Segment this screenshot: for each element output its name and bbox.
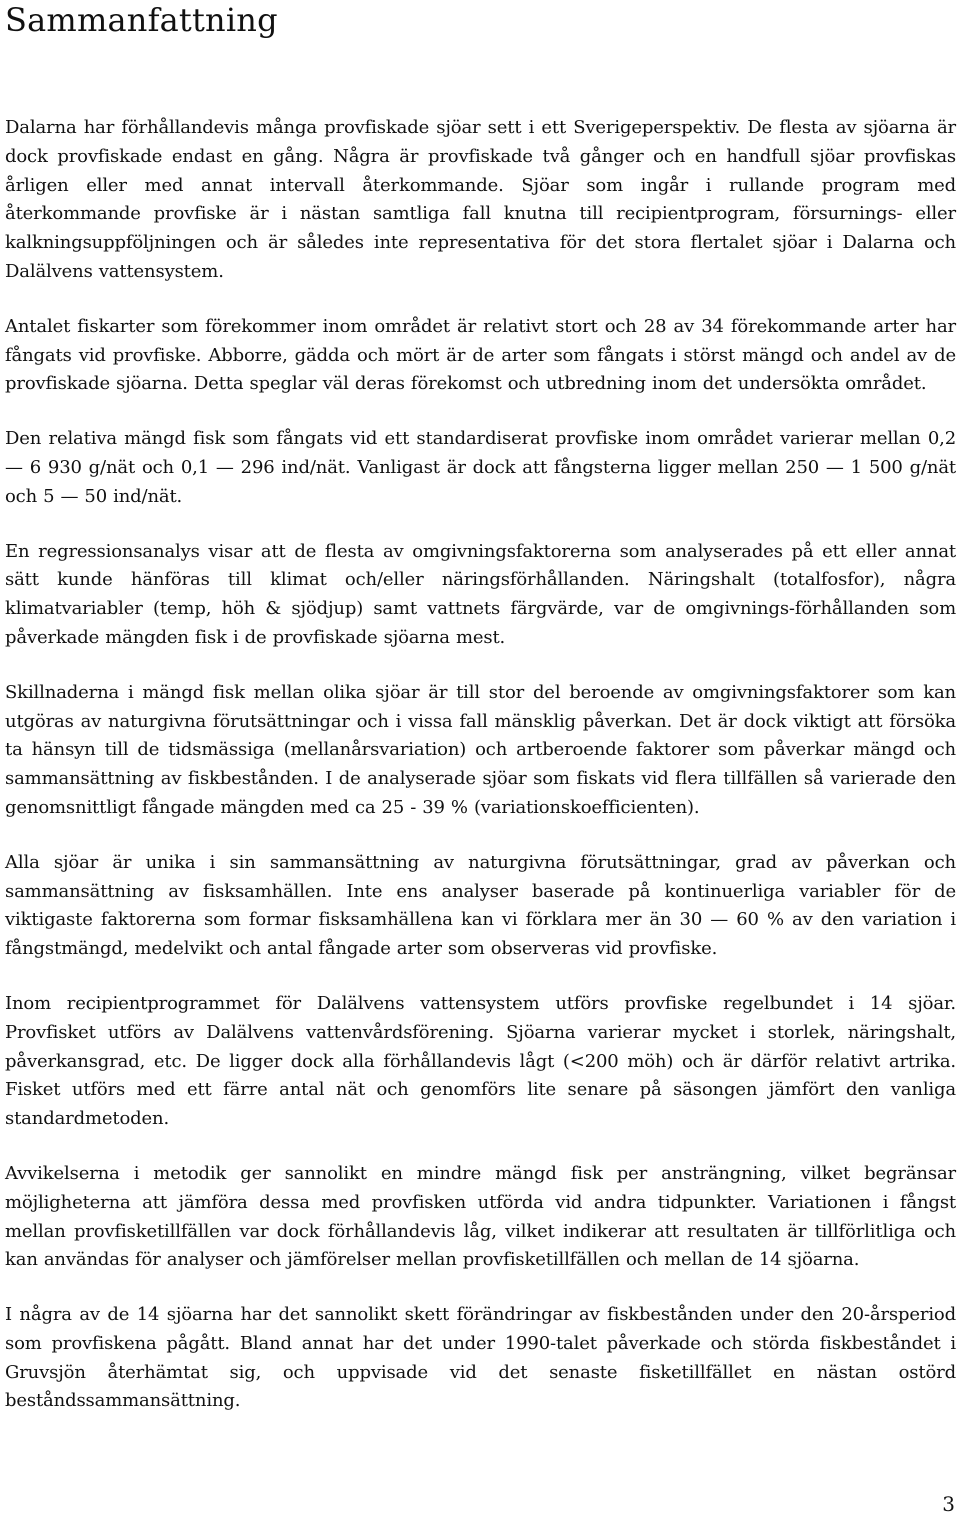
page-title: Sammanfattning xyxy=(5,1,278,39)
paragraph-1: Dalarna har förhållandevis många provfiskade sjöar sett i ett Sverigeperspektiv. De flesta av sjöarna är dock provfiskade endast en gång. Några är provfiskade två gånger och en handfull sjöar provfiskas årligen eller med annat intervall återkommande. Sjöar som ingår i rullande program med återkommande provfiske är i nästan samtliga fall knutna till recipientprogram, försurnings- eller kalkningsuppföljningen och är således inte representativa för det stora flertalet sjöar i Dalarna och Dalälvens vattensystem. xyxy=(5,117,956,282)
page-number: 3 xyxy=(942,1492,955,1516)
paragraph-4: En regressionsanalys visar att de flesta av omgivningsfaktorerna som analyserades på ett eller annat sätt kunde hänföras till klimat och/eller näringsförhållanden. Näringshalt (totalfosfor), några klimatvariabler (temp, höh & sjödjup) samt vattnets färgvärde, var de omgivnings-förhållanden som påverkade mängden fisk i de provfiskade sjöarna mest. xyxy=(5,540,956,648)
paragraph-5: Skillnaderna i mängd fisk mellan olika sjöar är till stor del beroende av omgivningsfaktorer som kan utgöras av naturgivna förutsättningar och i vissa fall mänsklig påverkan. Det är dock viktigt att försöka ta hänsyn till de tidsmässiga (mellanårsvariation) och artberoende faktorer som påverkar mängd och sammansättning av fiskbestånden. I de analyserade sjöar som fiskats vid flera tillfällen så varierade den genomsnittligt fångade mängden med ca 25 - 39 % (variationskoefficienten). xyxy=(5,681,956,818)
paragraph-3: Den relativa mängd fisk som fångats vid ett standardiserat provfiske inom området varierar mellan 0,2 — 6 930 g/nät och 0,1 — 296 ind/nät. Vanligast är dock att fångsterna ligger mellan 250 — 1 500 g/nät och 5 — 50 ind/nät. xyxy=(5,428,956,507)
paragraph-9: I några av de 14 sjöarna har det sannolikt skett förändringar av fiskbestånden under den 20-årsperiod som provfiskena pågått. Bland annat har det under 1990-talet påverkade och störda fiskbeståndet i Gruvsjön återhämtat sig, och uppvisade vid det senaste fisketillfället en nästan ostörd beståndssammansättning. xyxy=(5,1304,956,1412)
paragraph-2: Antalet fiskarter som förekommer inom området är relativt stort och 28 av 34 förekommande arter har fångats vid provfiske. Abborre, gädda och mört är de arter som fångats i störst mängd och andel av de provfiskade sjöarna. Detta speglar väl deras förekomst och utbredning inom det undersökta området. xyxy=(5,315,956,395)
summary-body xyxy=(5,114,956,1442)
paragraph-6: Alla sjöar är unika i sin sammansättning av naturgivna förutsättningar, grad av påverkan och sammansättning av fisksamhällen. Inte ens analyser baserade på kontinuerliga variabler för de viktigaste faktorerna som formar fisksamhällena kan vi förklara mer än 30 — 60 % av den variation i fångstmängd, medelvikt och antal fångade arter som observeras vid provfiske. xyxy=(5,851,956,960)
paragraph-7: Inom recipientprogrammet för Dalälvens vattensystem utförs provfiske regelbundet i 14 sjöar. Provfisket utförs av Dalälvens vattenvårdsförening. Sjöarna varierar mycket i storlek, näringshalt, påverkansgrad, etc. De ligger dock alla förhållandevis lågt (<200 möh) och är därför relativt artrika. Fisket utförs med ett färre antal nät och genomförs lite senare på säsongen jämfört den vanliga standardmetoden. xyxy=(5,992,956,1130)
paragraph-8: Avvikelserna i metodik ger sannolikt en mindre mängd fisk per ansträngning, vilket begränsar möjligheterna att jämföra dessa med provfisken utförda vid andra tidpunkter. Variationen i fångst mellan provfisketillfällen var dock förhållandevis låg, vilket indikerar att resultaten är tillförlitliga och kan användas för analyser och jämförelser mellan provfisketillfällen och mellan de 14 sjöarna. xyxy=(5,1162,956,1271)
document-page xyxy=(5,0,956,1412)
